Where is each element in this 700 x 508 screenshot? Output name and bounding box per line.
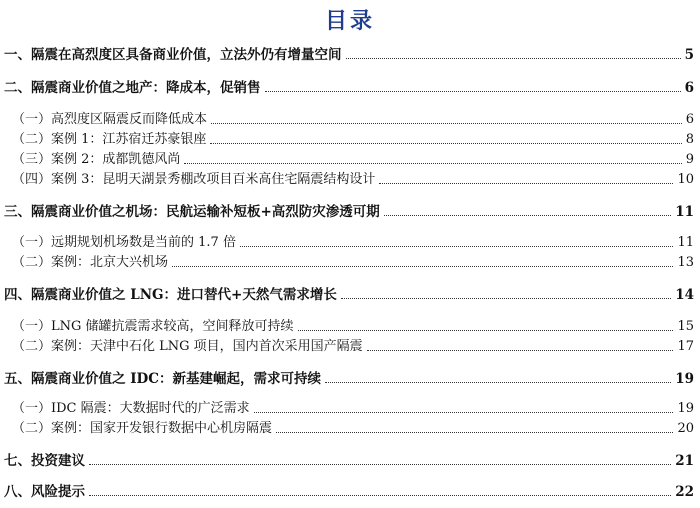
- toc-entry-section-4[interactable]: [4, 284, 694, 304]
- toc-page-number: 14: [675, 287, 694, 303]
- toc-leader-dots: [211, 123, 682, 124]
- toc-entry-text: （四）案例 3：昆明天湖景秀棚改项目百米高住宅隔震结构设计: [12, 172, 376, 187]
- toc-entry-text: （一）高烈度区隔震反而降低成本: [12, 112, 208, 127]
- toc-leader-dots: [346, 58, 681, 59]
- toc-entry-subsection[interactable]: [4, 336, 694, 356]
- toc-entry-subsection[interactable]: [4, 398, 694, 418]
- toc-entry-section-2[interactable]: [4, 77, 694, 97]
- toc-entry-text: （二）案例：国家开发银行数据中心机房隔震: [12, 421, 273, 436]
- toc-leader-dots: [210, 143, 681, 144]
- toc-entry-subsection[interactable]: [4, 316, 694, 336]
- toc-entry-text: 二、隔震商业价值之地产：降成本，促销售: [4, 80, 261, 96]
- toc-page-number: 11: [675, 204, 694, 220]
- toc-leader-dots: [184, 163, 681, 164]
- toc-entry-text: （二）案例 1：江苏宿迁苏豪银座: [12, 132, 207, 147]
- toc-leader-dots: [341, 298, 671, 299]
- toc-entry-subsection[interactable]: [4, 169, 694, 189]
- toc-entry-subsection[interactable]: [4, 109, 694, 129]
- toc-entry-text: （二）案例：天津中石化 LNG 项目，国内首次采用国产隔震: [12, 339, 363, 354]
- toc-page-number: 11: [677, 235, 694, 250]
- toc-page-number: 20: [677, 421, 694, 436]
- toc-page-number: 15: [677, 319, 694, 334]
- toc-page-number: 6: [684, 80, 694, 96]
- toc-entry-text: （三）案例 2：成都凯德风尚: [12, 152, 181, 167]
- toc-leader-dots: [240, 246, 674, 247]
- toc-page-number: 17: [677, 339, 694, 354]
- toc-leader-dots: [384, 215, 671, 216]
- toc-entry-text: 一、隔震在高烈度区具备商业价值，立法外仍有增量空间: [4, 47, 342, 63]
- toc-entry-section-3[interactable]: [4, 201, 694, 221]
- toc-leader-dots: [172, 266, 673, 267]
- page-title: 目录: [324, 9, 375, 34]
- toc-page-number: 9: [685, 152, 694, 167]
- toc-entry-text: 四、隔震商业价值之 LNG：进口替代+天然气需求增长: [4, 287, 337, 303]
- toc-entry-text: （二）案例：北京大兴机场: [12, 255, 169, 270]
- toc-page-number: 10: [677, 172, 694, 187]
- toc-entry-section-8[interactable]: [4, 481, 694, 501]
- toc-leader-dots: [89, 495, 671, 496]
- toc-page-number: 6: [685, 112, 694, 127]
- toc-leader-dots: [379, 183, 673, 184]
- toc-leader-dots: [254, 412, 674, 413]
- toc-leader-dots: [89, 464, 671, 465]
- toc-leader-dots: [325, 382, 671, 383]
- toc-page-number: 8: [685, 132, 694, 147]
- toc-entry-subsection[interactable]: [4, 252, 694, 272]
- toc-page-number: 19: [675, 371, 694, 387]
- toc-entry-text: 七、投资建议: [4, 453, 85, 469]
- toc-entry-subsection[interactable]: [4, 418, 694, 438]
- toc-entry-text: （一）IDC 隔震：大数据时代的广泛需求: [12, 401, 250, 416]
- toc-entry-subsection[interactable]: [4, 149, 694, 169]
- toc-entry-subsection[interactable]: [4, 232, 694, 252]
- toc-page-number: 21: [675, 453, 694, 469]
- toc-leader-dots: [298, 330, 674, 331]
- toc-entry-text: 八、风险提示: [4, 484, 85, 500]
- toc-entry-text: 五、隔震商业价值之 IDC：新基建崛起，需求可持续: [4, 371, 321, 387]
- toc-page-number: 22: [675, 484, 694, 500]
- toc-page-number: 19: [677, 401, 694, 416]
- toc-entry-subsection[interactable]: [4, 129, 694, 149]
- toc-entry-text: （一）LNG 储罐抗震需求较高，空间释放可持续: [12, 319, 294, 334]
- toc-entry-section-1[interactable]: [4, 44, 694, 64]
- toc-entry-text: （一）远期规划机场数是当前的 1.7 倍: [12, 235, 236, 250]
- toc-page-number: 5: [684, 47, 694, 63]
- toc-entry-section-7[interactable]: [4, 450, 694, 470]
- toc-leader-dots: [276, 432, 673, 433]
- toc-entry-section-5[interactable]: [4, 368, 694, 388]
- toc-leader-dots: [367, 350, 674, 351]
- toc-page-number: 13: [677, 255, 694, 270]
- toc-entry-text: 三、隔震商业价值之机场：民航运输补短板+高烈防灾渗透可期: [4, 204, 380, 220]
- toc-leader-dots: [265, 91, 681, 92]
